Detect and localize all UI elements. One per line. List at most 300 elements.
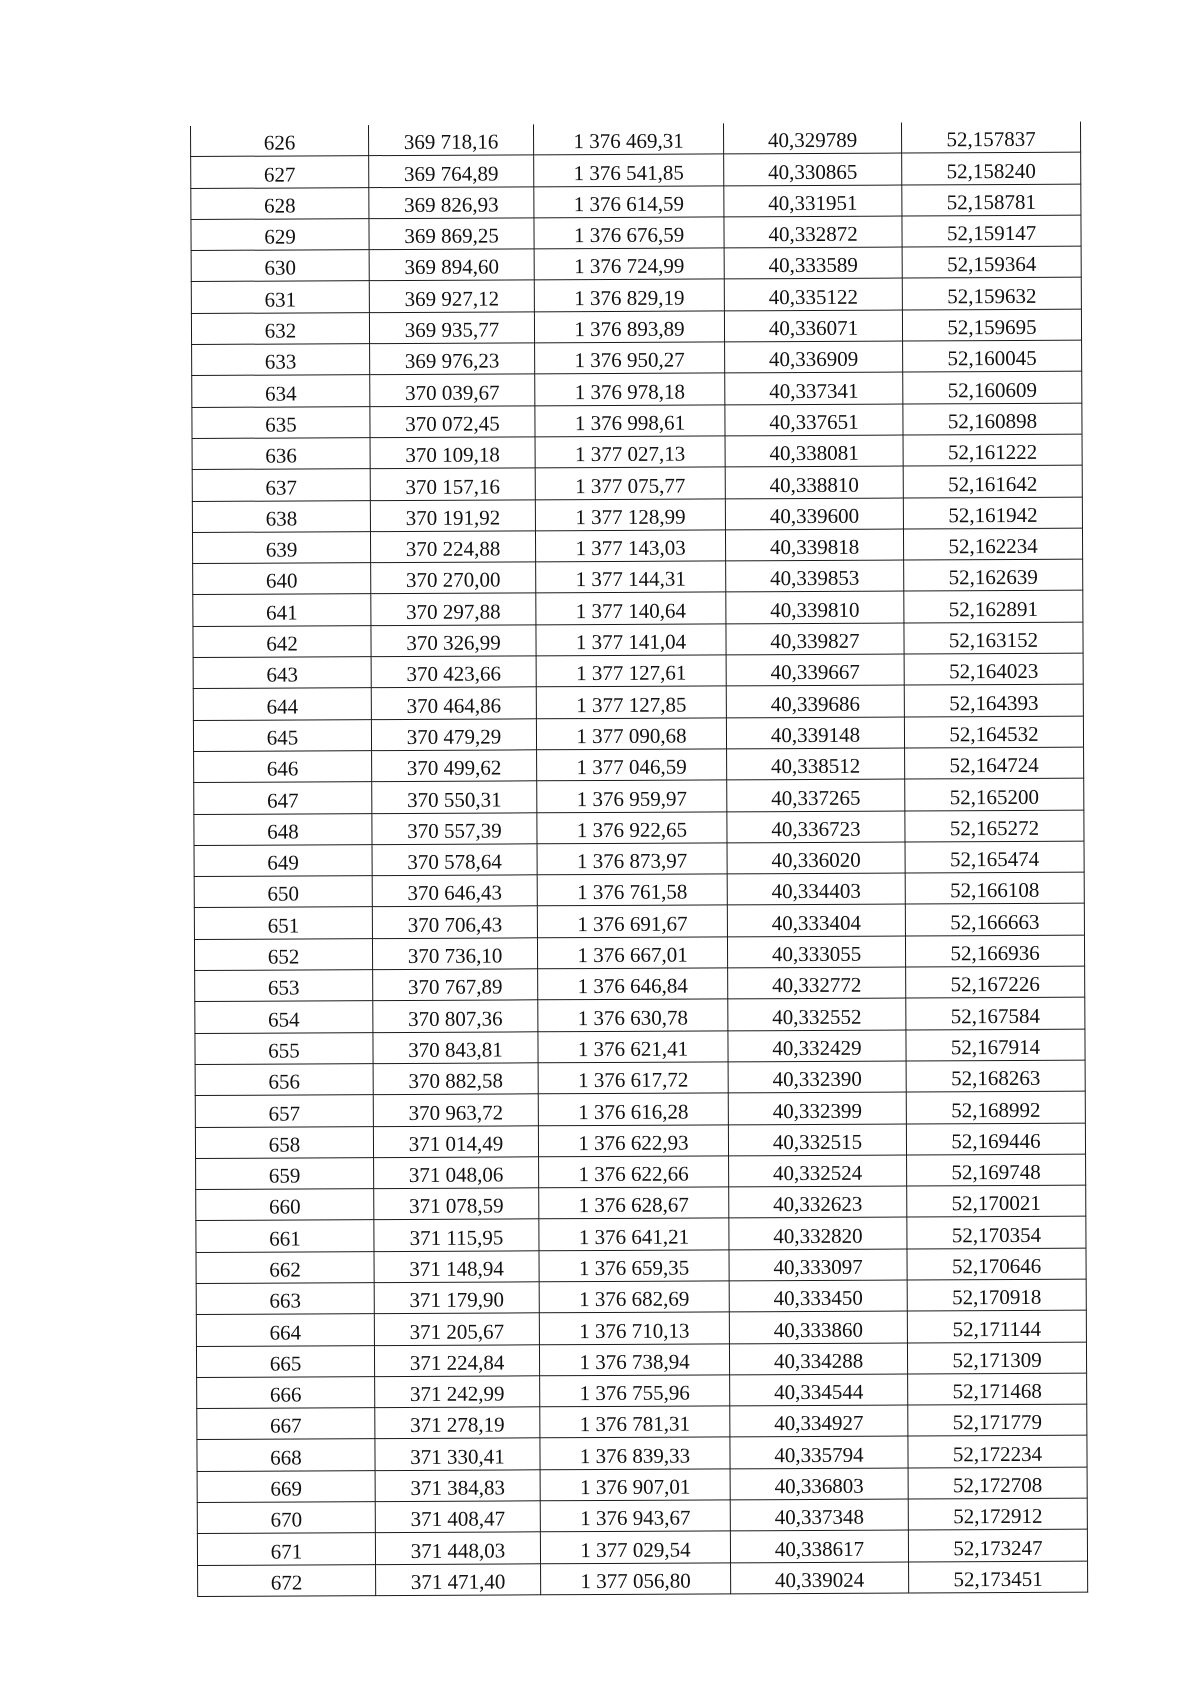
cell-value: 628 — [264, 193, 296, 218]
cell-value: 40,339600 — [769, 503, 860, 529]
cell-value: 1 377 056,80 — [580, 1568, 691, 1594]
table-row — [191, 184, 1081, 220]
cell-y — [539, 1250, 729, 1282]
cell-value: 1 376 959,97 — [576, 786, 687, 811]
cell-point-number — [194, 907, 372, 939]
cell-value: 1 377 143,03 — [575, 535, 686, 561]
cell-coord-2 — [908, 1529, 1087, 1561]
table-row — [192, 465, 1082, 501]
cell-coord-1 — [727, 842, 905, 874]
cell-coord-1 — [729, 1155, 907, 1187]
cell-x — [370, 374, 535, 406]
cell-value: 666 — [269, 1382, 302, 1407]
cell-point-number — [193, 688, 371, 720]
cell-coord-1 — [724, 153, 902, 185]
cell-value: 52,170021 — [951, 1191, 1041, 1216]
cell-y — [539, 1312, 729, 1344]
cell-x — [369, 280, 534, 312]
cell-value: 40,339810 — [770, 597, 860, 622]
cell-x — [373, 969, 538, 1001]
cell-value: 1 377 127,85 — [576, 692, 687, 717]
cell-coord-1 — [728, 1030, 906, 1062]
cell-y — [534, 185, 724, 217]
cell-point-number — [192, 406, 370, 438]
cell-coord-2 — [906, 1123, 1085, 1155]
table-row — [195, 1091, 1085, 1127]
cell-value: 40,332524 — [772, 1160, 863, 1186]
cell-x — [369, 312, 534, 344]
cell-value: 642 — [266, 631, 298, 656]
cell-value: 370 646,43 — [407, 880, 503, 906]
cell-y — [538, 1124, 728, 1156]
cell-value: 371 330,41 — [410, 1444, 505, 1469]
cell-value: 1 376 724,99 — [574, 254, 685, 279]
table-row — [192, 497, 1082, 533]
cell-x — [375, 1376, 540, 1408]
cell-value: 648 — [267, 819, 299, 844]
cell-value: 369 976,23 — [404, 348, 500, 374]
cell-value: 370 963,72 — [408, 1099, 504, 1125]
cell-coord-1 — [724, 310, 902, 342]
cell-value: 640 — [265, 568, 298, 594]
cell-point-number — [196, 1314, 374, 1346]
cell-value: 40,334544 — [774, 1379, 864, 1405]
cell-y — [540, 1437, 730, 1469]
cell-coord-1 — [726, 654, 904, 686]
table-row — [196, 1279, 1086, 1315]
cell-x — [372, 750, 537, 782]
cell-y — [538, 1093, 728, 1125]
cell-x — [368, 124, 533, 156]
cell-value: 659 — [268, 1163, 301, 1188]
cell-coord-2 — [907, 1248, 1086, 1280]
cell-point-number — [191, 125, 369, 157]
table-row — [194, 778, 1084, 814]
cell-point-number — [192, 469, 370, 501]
cell-x — [375, 1407, 540, 1439]
cell-x — [373, 1063, 538, 1095]
cell-y — [537, 811, 727, 843]
cell-value: 654 — [268, 1007, 300, 1032]
cell-coord-2 — [907, 1185, 1086, 1217]
cell-point-number — [193, 563, 371, 595]
cell-value: 1 376 676,59 — [573, 222, 685, 248]
cell-y — [535, 530, 725, 562]
cell-value: 371 471,40 — [410, 1569, 506, 1594]
cell-coord-1 — [729, 1186, 907, 1218]
cell-point-number — [195, 1032, 373, 1064]
cell-coord-1 — [731, 1562, 909, 1594]
table-row — [194, 935, 1084, 971]
cell-value: 52,171468 — [952, 1379, 1042, 1404]
cell-coord-1 — [729, 1343, 907, 1375]
cell-y — [538, 968, 728, 1000]
cell-value: 371 078,59 — [408, 1193, 504, 1219]
cell-coord-2 — [906, 1060, 1085, 1092]
cell-value: 371 408,47 — [410, 1506, 506, 1532]
cell-value: 40,338617 — [774, 1536, 865, 1561]
cell-point-number — [191, 187, 369, 219]
cell-x — [374, 1282, 539, 1314]
cell-point-number — [196, 1220, 374, 1252]
cell-value: 643 — [266, 662, 298, 687]
cell-value: 1 376 617,72 — [577, 1067, 689, 1093]
cell-coord-1 — [726, 685, 904, 717]
cell-value: 1 376 873,97 — [576, 848, 688, 874]
cell-x — [372, 844, 537, 876]
cell-y — [535, 342, 725, 374]
cell-value: 52,160898 — [947, 408, 1038, 434]
cell-value: 370 423,66 — [406, 661, 501, 687]
cell-y — [534, 217, 724, 249]
table-row — [197, 1404, 1087, 1440]
cell-value: 1 377 075,77 — [575, 473, 686, 498]
table-row — [195, 1123, 1085, 1159]
cell-point-number — [194, 782, 372, 814]
cell-value: 661 — [269, 1226, 301, 1251]
cell-y — [540, 1500, 730, 1532]
cell-x — [375, 1532, 540, 1564]
cell-y — [534, 279, 724, 311]
cell-coord-1 — [728, 967, 906, 999]
cell-value: 52,172912 — [953, 1504, 1043, 1529]
cell-x — [370, 343, 535, 375]
cell-value: 40,337341 — [769, 378, 859, 403]
cell-x — [374, 1219, 539, 1251]
cell-value: 629 — [264, 224, 296, 249]
cell-value: 371 148,94 — [409, 1256, 504, 1281]
cell-point-number — [197, 1439, 375, 1471]
cell-value: 1 376 781,31 — [579, 1412, 691, 1437]
cell-value: 370 736,10 — [407, 943, 503, 968]
cell-value: 626 — [263, 130, 296, 155]
table-row — [193, 559, 1083, 595]
cell-coord-1 — [728, 998, 906, 1030]
cell-value: 52,159147 — [946, 221, 1037, 246]
cell-value: 369 927,12 — [404, 286, 500, 311]
cell-value: 40,336020 — [771, 847, 861, 873]
cell-y — [535, 405, 725, 437]
table-row — [197, 1436, 1087, 1472]
cell-point-number — [194, 938, 372, 970]
cell-value: 1 376 893,89 — [574, 316, 685, 342]
table-row — [197, 1373, 1087, 1409]
cell-value: 370 326,99 — [406, 630, 501, 655]
cell-value: 40,333404 — [771, 910, 862, 935]
cell-y — [535, 436, 725, 468]
cell-coord-2 — [903, 497, 1082, 529]
cell-y — [535, 467, 725, 499]
cell-value: 370 807,36 — [408, 1006, 503, 1031]
cell-coord-2 — [905, 872, 1084, 904]
cell-point-number — [192, 438, 370, 470]
cell-value: 52,161942 — [948, 502, 1038, 528]
cell-value: 637 — [265, 475, 298, 500]
cell-coord-2 — [907, 1279, 1086, 1311]
cell-value: 369 718,16 — [403, 129, 499, 155]
cell-value: 52,158240 — [946, 158, 1036, 183]
cell-coord-2 — [908, 1467, 1087, 1499]
cell-value: 40,337265 — [771, 785, 861, 810]
cell-point-number — [196, 1251, 374, 1283]
cell-value: 52,159695 — [947, 314, 1037, 340]
cell-value: 52,167914 — [950, 1034, 1041, 1060]
cell-value: 40,334927 — [774, 1411, 864, 1436]
table-row — [196, 1185, 1086, 1221]
cell-point-number — [196, 1283, 374, 1315]
cell-value: 52,167226 — [950, 972, 1040, 997]
cell-value: 52,168263 — [950, 1066, 1041, 1091]
cell-x — [371, 687, 536, 719]
cell-value: 632 — [264, 318, 297, 343]
cell-value: 52,159632 — [947, 283, 1037, 309]
cell-value: 40,339818 — [769, 534, 860, 560]
cell-value: 40,334288 — [773, 1348, 864, 1374]
cell-value: 52,170646 — [951, 1253, 1042, 1279]
cell-coord-2 — [904, 653, 1083, 685]
cell-coord-1 — [725, 341, 903, 373]
cell-value: 665 — [269, 1351, 302, 1376]
cell-x — [370, 437, 535, 469]
cell-value: 370 191,92 — [405, 505, 501, 530]
cell-value: 645 — [266, 725, 299, 750]
cell-value: 40,332820 — [773, 1223, 863, 1248]
table-row — [191, 278, 1081, 314]
cell-value: 40,332552 — [772, 1004, 862, 1029]
cell-value: 370 224,88 — [405, 536, 501, 562]
table-row — [193, 716, 1083, 752]
cell-value: 52,171309 — [952, 1347, 1042, 1373]
cell-coord-2 — [904, 559, 1083, 591]
cell-value: 52,165474 — [949, 846, 1040, 872]
cell-value: 40,338810 — [769, 472, 859, 497]
cell-coord-1 — [729, 1280, 907, 1312]
cell-value: 40,336071 — [768, 315, 859, 341]
cell-value: 370 550,31 — [406, 787, 502, 812]
cell-value: 40,336723 — [771, 816, 861, 841]
cell-coord-1 — [728, 1124, 906, 1156]
cell-value: 1 376 998,61 — [574, 410, 686, 436]
cell-value: 52,170354 — [951, 1222, 1042, 1247]
cell-value: 1 376 541,85 — [573, 160, 684, 185]
cell-coord-1 — [726, 560, 904, 592]
cell-coord-2 — [902, 278, 1081, 310]
cell-value: 670 — [270, 1507, 303, 1532]
cell-value: 371 242,99 — [409, 1381, 505, 1407]
table-row — [196, 1310, 1086, 1346]
cell-value: 40,332772 — [772, 973, 862, 998]
cell-y — [540, 1406, 730, 1438]
cell-coord-1 — [730, 1468, 908, 1500]
cell-value: 370 157,16 — [405, 474, 501, 499]
cell-coord-2 — [902, 152, 1081, 184]
cell-point-number — [195, 1095, 373, 1127]
table-row — [196, 1342, 1086, 1378]
cell-x — [371, 593, 536, 625]
cell-coord-2 — [906, 966, 1085, 998]
cell-value: 1 377 127,61 — [575, 660, 687, 686]
cell-x — [370, 405, 535, 437]
cell-coord-2 — [902, 246, 1081, 278]
cell-x — [371, 718, 536, 750]
cell-x — [371, 625, 536, 657]
cell-value: 369 826,93 — [404, 192, 499, 217]
cell-value: 52,165200 — [949, 784, 1039, 809]
cell-point-number — [192, 375, 370, 407]
cell-value: 641 — [266, 600, 298, 625]
cell-value: 636 — [265, 443, 297, 468]
cell-x — [372, 938, 537, 970]
cell-value: 52,171779 — [952, 1410, 1043, 1435]
cell-value: 371 014,49 — [408, 1131, 504, 1156]
cell-value: 40,332390 — [772, 1066, 862, 1092]
cell-value: 370 464,86 — [406, 693, 502, 718]
cell-value: 1 376 621,41 — [577, 1036, 689, 1062]
cell-x — [374, 1250, 539, 1282]
cell-value: 635 — [265, 412, 297, 437]
cell-value: 638 — [265, 506, 298, 531]
cell-x — [369, 155, 534, 187]
cell-value: 1 377 046,59 — [576, 754, 687, 780]
cell-value: 40,339148 — [770, 722, 861, 748]
cell-y — [537, 874, 727, 906]
cell-coord-1 — [729, 1249, 907, 1281]
cell-point-number — [192, 531, 370, 563]
cell-x — [373, 1125, 538, 1157]
table-row — [193, 653, 1083, 689]
cell-value: 631 — [264, 287, 297, 312]
table-row — [196, 1154, 1086, 1190]
cell-value: 52,160045 — [947, 346, 1037, 371]
cell-value: 371 048,06 — [408, 1162, 504, 1188]
cell-coord-2 — [904, 591, 1083, 623]
cell-value: 1 377 029,54 — [580, 1537, 691, 1562]
cell-y — [539, 1343, 729, 1375]
cell-value: 651 — [267, 913, 300, 938]
cell-coord-2 — [903, 340, 1082, 372]
cell-coord-1 — [730, 1405, 908, 1437]
cell-y — [537, 843, 727, 875]
cell-value: 40,334403 — [771, 879, 861, 904]
cell-value: 370 843,81 — [408, 1037, 503, 1062]
cell-value: 52,161642 — [948, 471, 1038, 496]
cell-y — [536, 592, 726, 624]
cell-value: 1 376 691,67 — [577, 911, 688, 936]
cell-point-number — [191, 156, 369, 188]
cell-value: 52,164023 — [948, 659, 1039, 684]
cell-point-number — [191, 219, 369, 251]
cell-x — [373, 1094, 538, 1126]
cell-value: 1 376 682,69 — [579, 1286, 690, 1312]
cell-x — [372, 812, 537, 844]
cell-value: 52,170918 — [952, 1285, 1042, 1310]
cell-value: 662 — [269, 1257, 301, 1282]
cell-value: 40,332872 — [768, 221, 858, 247]
cell-value: 370 882,58 — [408, 1068, 503, 1094]
cell-point-number — [191, 250, 369, 282]
cell-y — [536, 561, 726, 593]
cell-coord-1 — [725, 529, 903, 561]
cell-value: 370 706,43 — [407, 912, 503, 937]
cell-value: 52,172234 — [952, 1441, 1043, 1467]
cell-value: 1 376 641,21 — [578, 1224, 690, 1249]
cell-y — [539, 1281, 729, 1313]
cell-value: 52,163152 — [948, 627, 1039, 653]
cell-value: 1 376 710,13 — [579, 1318, 690, 1343]
cell-coord-2 — [907, 1217, 1086, 1249]
cell-value: 657 — [268, 1100, 301, 1126]
cell-coord-1 — [730, 1374, 908, 1406]
cell-point-number — [195, 1001, 373, 1033]
cell-value: 1 376 622,93 — [578, 1130, 689, 1155]
cell-y — [538, 1062, 728, 1094]
cell-value: 630 — [264, 255, 297, 281]
cell-value: 1 377 090,68 — [576, 723, 687, 749]
cell-coord-2 — [908, 1498, 1087, 1530]
cell-value: 52,169748 — [951, 1159, 1041, 1185]
cell-x — [375, 1438, 540, 1470]
cell-value: 1 377 140,64 — [575, 598, 687, 623]
cell-value: 1 376 978,18 — [574, 379, 685, 404]
cell-value: 644 — [266, 694, 299, 719]
cell-value: 370 072,45 — [405, 411, 500, 436]
cell-value: 633 — [264, 349, 297, 375]
cell-value: 1 376 922,65 — [576, 817, 688, 842]
table-row — [191, 215, 1081, 251]
cell-point-number — [196, 1189, 374, 1221]
cell-y — [540, 1531, 730, 1563]
cell-value: 646 — [266, 756, 299, 781]
cell-x — [371, 562, 536, 594]
cell-value: 371 179,90 — [409, 1287, 505, 1313]
cell-value: 40,336803 — [774, 1473, 864, 1499]
table-row — [192, 528, 1082, 564]
cell-value: 40,337651 — [769, 409, 859, 435]
cell-value: 40,332623 — [773, 1192, 863, 1217]
cell-value: 370 578,64 — [407, 849, 502, 875]
cell-point-number — [197, 1408, 375, 1440]
table-row — [197, 1529, 1087, 1565]
table-row — [194, 747, 1084, 783]
cell-value: 40,330865 — [768, 159, 858, 184]
cell-value: 40,339667 — [770, 660, 860, 685]
cell-coord-2 — [903, 372, 1082, 404]
cell-coord-2 — [908, 1404, 1087, 1436]
cell-value: 52,167584 — [950, 1003, 1041, 1028]
cell-point-number — [191, 312, 369, 344]
cell-coord-1 — [724, 216, 902, 248]
cell-value: 52,162891 — [948, 596, 1039, 622]
cell-coord-2 — [905, 935, 1084, 967]
cell-coord-2 — [906, 1029, 1085, 1061]
cell-point-number — [196, 1157, 374, 1189]
cell-value: 660 — [268, 1194, 301, 1220]
cell-coord-2 — [909, 1561, 1088, 1593]
cell-value: 1 376 667,01 — [577, 942, 688, 968]
cell-value: 369 869,25 — [404, 223, 499, 249]
cell-coord-1 — [728, 1061, 906, 1093]
cell-value: 40,339024 — [774, 1567, 865, 1593]
cell-coord-1 — [727, 811, 905, 843]
cell-value: 1 376 755,96 — [579, 1380, 690, 1406]
cell-coord-1 — [730, 1499, 908, 1531]
cell-coord-2 — [903, 403, 1082, 435]
cell-x — [372, 781, 537, 813]
cell-coord-2 — [905, 747, 1084, 779]
cell-x — [372, 906, 537, 938]
cell-value: 370 499,62 — [406, 755, 502, 781]
cell-coord-2 — [903, 528, 1082, 560]
